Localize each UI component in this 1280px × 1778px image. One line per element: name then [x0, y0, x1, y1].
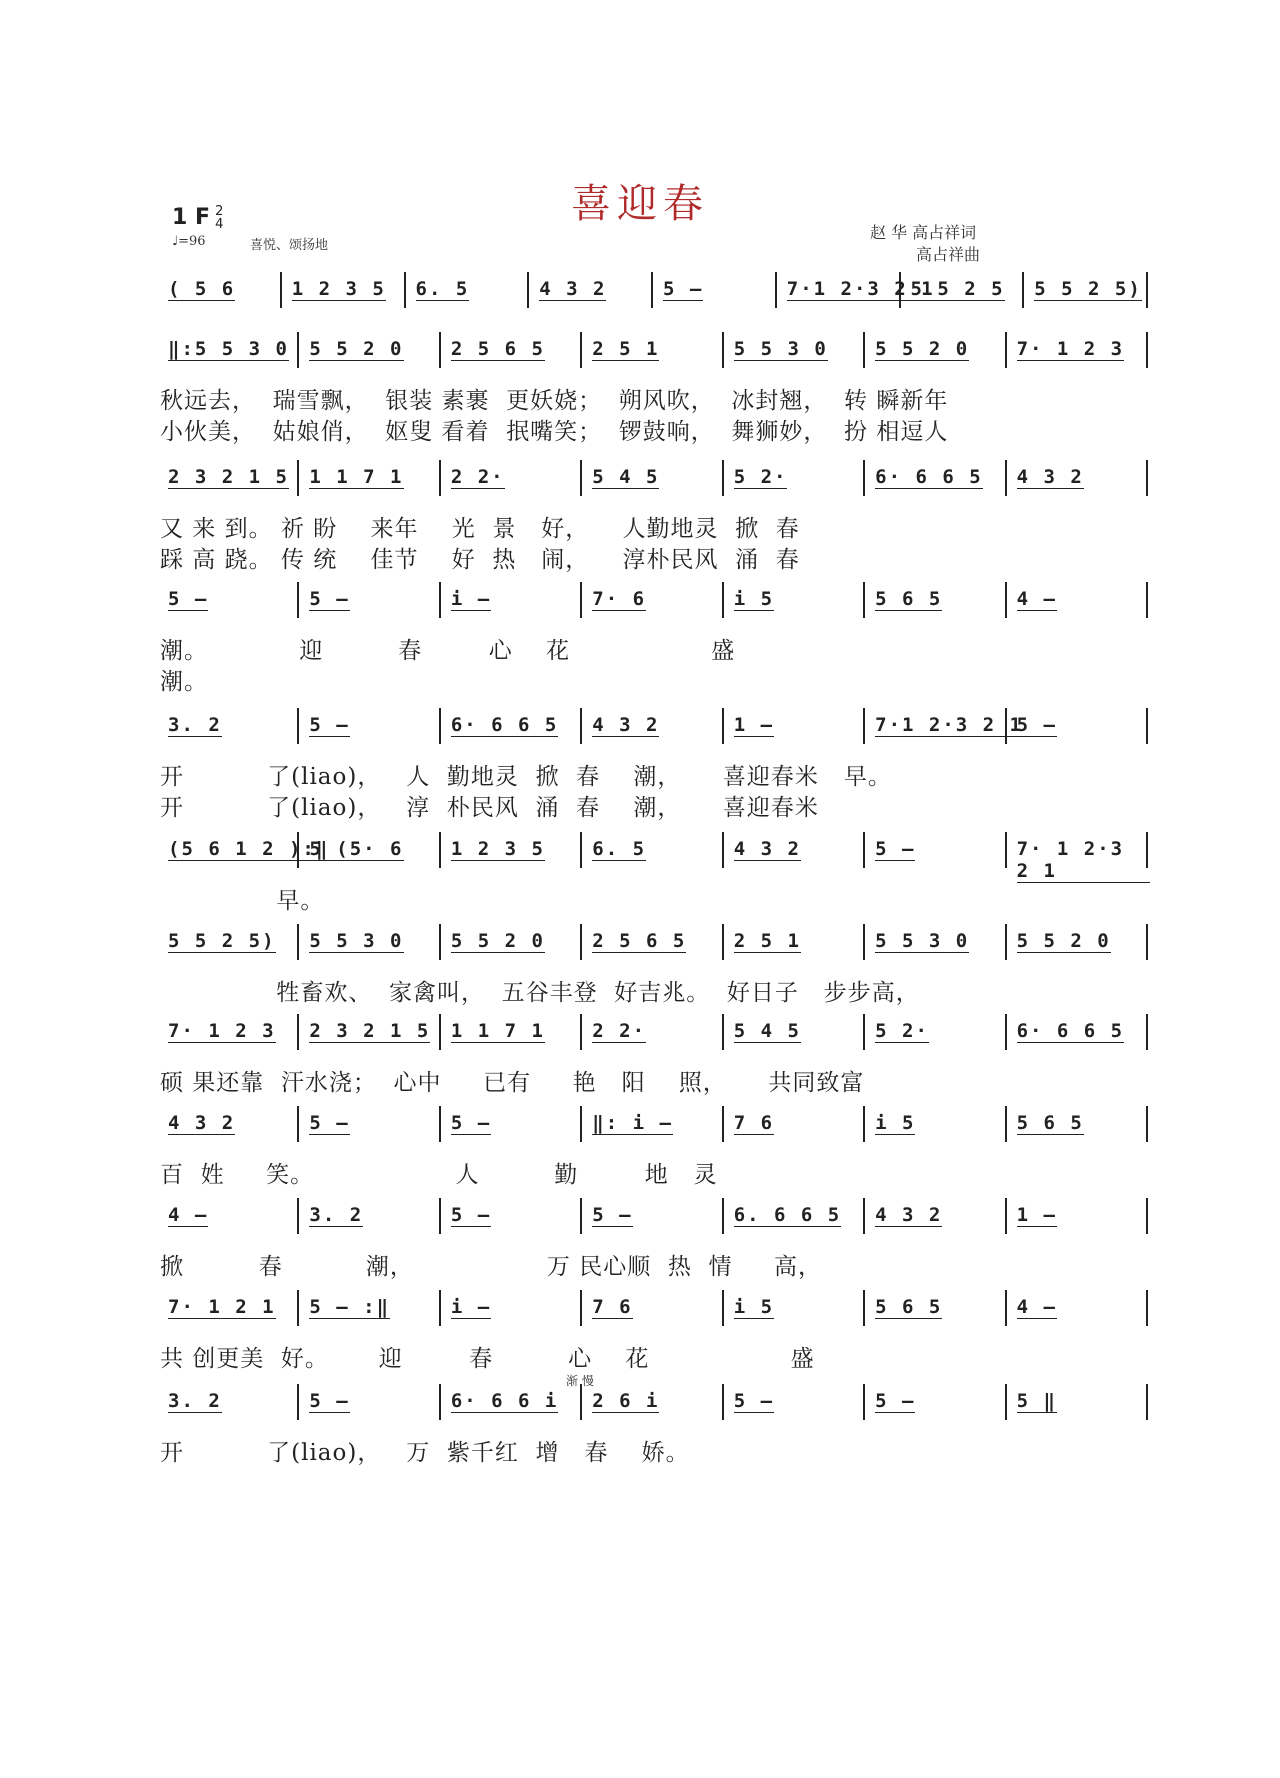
measure-notes: 7· 1 2 3	[1016, 338, 1125, 360]
measure-notes: 2 3 2 1 5	[168, 466, 289, 488]
tempo-change-mark: 渐 慢	[566, 1374, 594, 1388]
barline	[439, 1014, 441, 1050]
lyric-line: 又 来 到。 祈 盼 来年 光 景 好， 人勤地灵 掀 春	[160, 516, 800, 542]
measure-notes: 5 –	[875, 838, 916, 860]
measure-notes: 4 3 2	[733, 838, 801, 860]
barline	[404, 272, 406, 308]
barline	[722, 924, 724, 960]
measure-notes: 1 1 7 1	[450, 1020, 545, 1042]
measure-notes: 2 5 6 5	[450, 338, 545, 360]
barline	[580, 708, 582, 744]
song-title: 喜迎春	[571, 181, 709, 227]
barline	[1022, 272, 1024, 308]
measure-notes: 5 –	[733, 1390, 775, 1412]
barline	[1005, 1384, 1007, 1420]
measure-notes: 2 2·	[450, 466, 505, 488]
measure-notes: 5 –	[875, 1390, 916, 1412]
barline	[722, 708, 724, 744]
barline	[439, 832, 441, 868]
measure-notes: 7· 1 2 1	[168, 1296, 276, 1318]
measure-notes: 4 3 2	[1016, 466, 1084, 488]
measure-notes: i 5	[875, 1112, 916, 1134]
measure-notes: 6· 6 6 i	[450, 1390, 559, 1412]
measure-notes: 5 2·	[733, 466, 788, 488]
barline	[1005, 460, 1007, 496]
measure-notes: 5 –	[450, 1112, 492, 1134]
lyric-line: 开 了(liao)， 万 紫千红 增 春 娇。	[160, 1440, 690, 1466]
barline	[1146, 332, 1148, 368]
measure-notes: 5 4 5	[733, 1020, 801, 1042]
barline	[863, 924, 865, 960]
measure-notes: 7 6	[592, 1296, 633, 1318]
lyric-line: 潮。	[160, 669, 208, 695]
barline	[722, 1290, 724, 1326]
measure-notes: 6· 6 6 5	[450, 714, 559, 736]
lyric-line: 掀 春 潮， 万 民心顺 热 情 高，	[160, 1254, 822, 1280]
barline	[1146, 708, 1148, 744]
measure-notes: 6. 5	[415, 278, 470, 300]
barline	[439, 460, 441, 496]
lyric-line: 硕 果还靠 汗水浇； 心中 已有 艳 阳 照， 共同致富	[160, 1070, 865, 1096]
measure-notes: 3. 2	[168, 714, 222, 736]
barline	[863, 460, 865, 496]
barline	[1005, 924, 1007, 960]
measure-notes: 5 – :‖	[309, 1296, 391, 1318]
barline	[863, 1198, 865, 1234]
measure-notes: 5 –	[309, 1112, 350, 1134]
barline	[863, 708, 865, 744]
barline	[297, 1198, 299, 1234]
barline	[863, 1106, 865, 1142]
barline	[297, 832, 299, 868]
barline	[1146, 460, 1148, 496]
measure-notes: 5 –	[450, 1204, 492, 1226]
barline	[1005, 832, 1007, 868]
measure-notes: 5 4 5	[592, 466, 660, 488]
measure-notes: 6. 6 6 5	[733, 1204, 842, 1226]
barline	[722, 1198, 724, 1234]
measure-notes: 5 5 2 0	[1016, 930, 1111, 952]
barline	[297, 332, 299, 368]
measure-notes: 4 –	[1016, 588, 1057, 610]
measure-notes: i 5	[733, 588, 775, 610]
measure-notes: 5 5 2 5)	[168, 930, 276, 952]
barline	[722, 332, 724, 368]
barline	[1146, 832, 1148, 868]
barline	[439, 924, 441, 960]
lyric-line: 开 了(liao)， 淳 朴民风 涌 春 潮， 喜迎春米	[160, 795, 819, 821]
measure-notes: 5 5 2 0	[450, 930, 545, 952]
measure-notes: 5 2·	[875, 1020, 929, 1042]
lyric-line: 秋远去， 瑞雪飘， 银装 素裹 更妖娆； 朔风吹， 冰封翘， 转 瞬新年	[160, 388, 949, 414]
barline	[863, 1014, 865, 1050]
barline	[297, 708, 299, 744]
barline	[1146, 1014, 1148, 1050]
time-sig-denominator: 4	[215, 217, 224, 232]
measure-notes: 7·1 2·3 2 1	[786, 278, 935, 300]
barline	[297, 460, 299, 496]
barline	[280, 272, 282, 308]
lyric-line: 牲畜欢、 家禽叫， 五谷丰登 好吉兆。 好日子 步步高，	[160, 980, 920, 1006]
barline	[1146, 272, 1148, 308]
lyric-line: 小伙美， 姑娘俏， 妪叟 看着 抿嘴笑； 锣鼓响， 舞狮妙， 扮 相逗人	[160, 419, 949, 445]
barline	[580, 1198, 582, 1234]
barline	[1005, 1014, 1007, 1050]
lyric-line: 开 了(liao)， 人 勤地灵 掀 春 潮， 喜迎春米 早。	[160, 764, 892, 790]
composer-credit: 高占祥曲	[916, 245, 981, 264]
measure-notes: 1 1 7 1	[309, 466, 404, 488]
measure-notes: 4 3 2	[539, 278, 607, 300]
barline	[1146, 1106, 1148, 1142]
measure-notes: 3. 2	[309, 1204, 364, 1226]
barline	[580, 460, 582, 496]
measure-notes: 4 –	[1016, 1296, 1057, 1318]
barline	[722, 1384, 724, 1420]
barline	[439, 1198, 441, 1234]
measure-notes: 2 3 2 1 5	[309, 1020, 431, 1042]
barline	[580, 1106, 582, 1142]
measure-notes: 5 5 3 0	[309, 930, 404, 952]
measure-notes: ( 5 6	[168, 278, 236, 300]
measure-notes: 5 6 5	[875, 1296, 943, 1318]
measure-notes: 1 2 3 5	[450, 838, 545, 860]
barline	[775, 272, 777, 308]
measure-notes: 7·1 2·3 2 1	[875, 714, 1023, 736]
barline	[722, 1106, 724, 1142]
measure-notes: 5 –	[663, 278, 704, 300]
lyric-line: 潮。 迎 春 心 花 盛	[160, 638, 736, 664]
measure-notes: i 5	[733, 1296, 775, 1318]
measure-notes: 6· 6 6 5	[875, 466, 983, 488]
measure-notes: 5 –	[1016, 714, 1057, 736]
measure-notes: i –	[450, 1296, 492, 1318]
barline	[580, 832, 582, 868]
barline	[1005, 1198, 1007, 1234]
measure-notes: 4 3 2	[168, 1112, 236, 1134]
barline	[722, 460, 724, 496]
measure-notes: 4 3 2	[592, 714, 660, 736]
lyric-line: 共 创更美 好。 迎 春 心 花 盛	[160, 1346, 815, 1372]
barline	[439, 708, 441, 744]
barline	[722, 832, 724, 868]
barline	[863, 582, 865, 618]
measure-notes: 5 6 5	[1016, 1112, 1084, 1134]
barline	[863, 332, 865, 368]
barline	[863, 1290, 865, 1326]
barline	[297, 1290, 299, 1326]
measure-notes: 7· 1 2·3 2 1	[1017, 838, 1150, 883]
measure-notes: 5 5 2 5	[910, 278, 1005, 300]
barline	[439, 1106, 441, 1142]
measure-notes: 1 2 3 5	[291, 278, 386, 300]
barline	[1146, 1290, 1148, 1326]
measure-notes: (5 6 1 2 ):‖	[168, 838, 330, 860]
barline	[863, 832, 865, 868]
lyric-line: 百 姓 笑。 人 勤 地 灵	[160, 1162, 718, 1188]
barline	[1005, 1290, 1007, 1326]
measure-notes: ‖:5 5 3 0	[168, 338, 289, 360]
key-label: 1 F	[172, 205, 210, 230]
barline	[297, 582, 299, 618]
measure-notes: 7· 6	[592, 588, 647, 610]
barline	[439, 1290, 441, 1326]
measure-notes: 2 5 6 5	[592, 930, 687, 952]
measure-notes: 6· 6 6 5	[1016, 1020, 1125, 1042]
measure-notes: 3. 2	[168, 1390, 222, 1412]
measure-notes: 7 6	[733, 1112, 775, 1134]
barline	[439, 1384, 441, 1420]
measure-notes: ‖: i –	[592, 1112, 673, 1134]
time-sig-numerator: 2	[215, 204, 224, 219]
barline	[527, 272, 529, 308]
key-signature	[172, 205, 223, 231]
barline	[863, 1384, 865, 1420]
measure-notes: 5 –	[309, 588, 350, 610]
barline	[899, 272, 901, 308]
barline	[297, 1106, 299, 1142]
barline	[722, 582, 724, 618]
barline	[580, 1014, 582, 1050]
barline	[580, 582, 582, 618]
measure-notes: 6. 5	[592, 838, 647, 860]
barline	[1146, 1384, 1148, 1420]
measure-notes: 2 6 i	[592, 1390, 660, 1412]
measure-notes: 5 6 5	[875, 588, 943, 610]
measure-notes: 4 –	[168, 1204, 209, 1226]
measure-notes: i –	[450, 588, 492, 610]
measure-notes: 5 5 2 0	[309, 338, 404, 360]
barline	[1005, 1106, 1007, 1142]
barline	[580, 924, 582, 960]
barline	[1005, 332, 1007, 368]
barline	[580, 1290, 582, 1326]
measure-notes: 1 –	[1016, 1204, 1057, 1226]
barline	[439, 332, 441, 368]
barline	[1146, 1198, 1148, 1234]
measure-notes: 5 5 3 0	[733, 338, 828, 360]
barline	[580, 332, 582, 368]
barline	[1146, 582, 1148, 618]
expression-marking: 喜悦、颂扬地	[250, 238, 329, 253]
barline	[722, 1014, 724, 1050]
barline	[651, 272, 653, 308]
time-signature	[215, 205, 223, 231]
lyricist-credit: 赵 华 高占祥词	[870, 223, 977, 242]
lyric-line: 早。	[160, 888, 325, 914]
measure-notes: 5 5 2 5)	[1034, 278, 1142, 300]
measure-notes: 2 5 1	[592, 338, 660, 360]
barline	[297, 1014, 299, 1050]
lyric-line: 踩 高 跷。 传 统 佳节 好 热 闹， 淳朴民风 涌 春	[160, 547, 800, 573]
barline	[580, 1384, 582, 1420]
barline	[1005, 582, 1007, 618]
barline	[439, 582, 441, 618]
tempo-marking: ♩=96	[172, 234, 206, 249]
barline	[297, 924, 299, 960]
measure-notes: 5 (5· 6	[309, 838, 404, 860]
measure-notes: 5 –	[168, 588, 209, 610]
measure-notes: 5 5 3 0	[875, 930, 970, 952]
measure-notes: 5 –	[309, 714, 350, 736]
measure-notes: 2 2·	[592, 1020, 647, 1042]
measure-notes: 7· 1 2 3	[168, 1020, 276, 1042]
measure-notes: 4 3 2	[875, 1204, 943, 1226]
measure-notes: 5 5 2 0	[875, 338, 970, 360]
measure-notes: 2 5 1	[733, 930, 801, 952]
barline	[1146, 924, 1148, 960]
measure-notes: 5 ‖	[1016, 1390, 1057, 1412]
measure-notes: 5 –	[309, 1390, 350, 1412]
measure-notes: 1 –	[733, 714, 775, 736]
barline	[1005, 708, 1007, 744]
measure-notes: 5 –	[592, 1204, 633, 1226]
barline	[297, 1384, 299, 1420]
